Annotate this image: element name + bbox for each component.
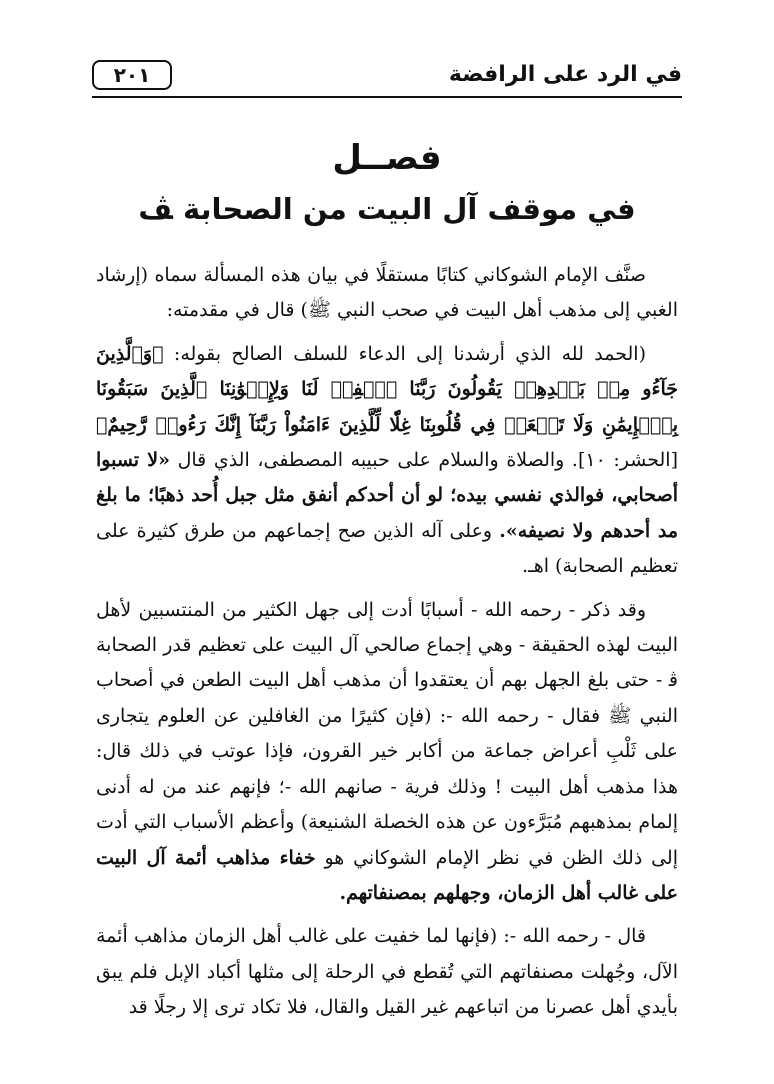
verse-reference: [الحشر: ١٠]. والصلاة والسلام على حبيبه المصطفى، الذي قال	[177, 449, 678, 472]
section-title: فصــل	[332, 138, 442, 178]
paragraph-2-intro: (الحمد لله الذي أرشدنا إلى الدعاء للسلف الصالح بقوله:	[173, 342, 647, 365]
body-text	[96, 258, 678, 1034]
paragraph-3	[96, 593, 678, 912]
paragraph-3-bold: خفاء مذاهب أئمة آل البيت على غالب أهل الزمان، وجهلهم بمصنفاتهم.	[96, 846, 678, 904]
paragraph-3-main: وقد ذكر - رحمه الله - أسبابًا أدت إلى جهل الكثير من المنتسبين لأهل البيت لهذه الحقيقة - وهي إجماع صالحي آل البيت على تعظيم قدر الصحابة ﭬ - حتى بلغ الجهل بهم أن يعتقدوا أن مذهب أهل البيت الطعن في أصحاب النبي ﷺ فقال - رحمه الله -: (فإن كثيرًا من الغافلين عن العلوم يتجارى على ثَلْبِ أعراض جماعة من أكابر خير القرون، فإذا عوتب في ذلك قال: هذا مذهب أهل البيت ! وذلك فرية - صانهم الله -؛ فإنهم عند من له أدنى إلمام بمذهبهم مُبَرَّءون عن هذه الخصلة الشنيعة) وأعظم الأسباب التي أدت إلى ذلك الظن في نظر الإمام الشوكاني هو	[96, 598, 678, 869]
paragraph-4: قال - رحمه الله -: (فإنها لما خفيت على غالب أهل الزمان مذاهب أئمة الآل، وجُهلت مصنفاتهم التي تُقطع في الرحلة إلى مثلها أكباد الإبل فلم يبق بأيدي أهل عصرنا من اتباعهم غير القيل والقال، فلا تكاد ترى إلا رجلًا قد	[96, 925, 678, 1019]
page-header	[92, 58, 682, 98]
header-rule	[92, 96, 682, 98]
page-number: ٢٠١	[92, 60, 172, 90]
paragraph-2	[96, 337, 678, 585]
running-title: في الرد على الرافضة	[448, 62, 682, 87]
section-subtitle: في موقف آل البيت من الصحابة ﭫ	[138, 192, 636, 226]
paragraph-1: صنَّف الإمام الشوكاني كتابًا مستقلًا في بيان هذه المسألة سماه (إرشاد الغبي إلى مذهب أهل البيت في صحب النبي ﷺ) قال في مقدمته:	[96, 264, 678, 322]
hadith-quote: «لا تسبوا أصحابي، فوالذي نفسي بيده؛ لو أن أحدكم أنفق مثل جبل أُحد ذهبًا؛ ما بلغ مد أحدهم ولا نصيفه».	[96, 449, 678, 542]
paragraph-2-end: وعلى آله الذين صح إجماعهم من طرق كثيرة على تعظيم الصحابة) اهـ.	[96, 519, 678, 578]
quran-verse: ﴿وَٱلَّذِينَ جَآءُو مِنۢ بَعۡدِهِمۡ يَقُولُونَ رَبَّنَا ٱغۡفِرۡ لَنَا وَلِإِخۡوَٰنِنَا ٱلَّذِينَ سَبَقُونَا بِٱلۡإِيمَٰنِ وَلَا تَجۡعَلۡ فِي قُلُوبِنَا غِلّٗا لِّلَّذِينَ ءَامَنُواْ رَبَّنَآ إِنَّكَ رَءُوفٞ رَّحِيمٌ﴾	[96, 342, 678, 436]
